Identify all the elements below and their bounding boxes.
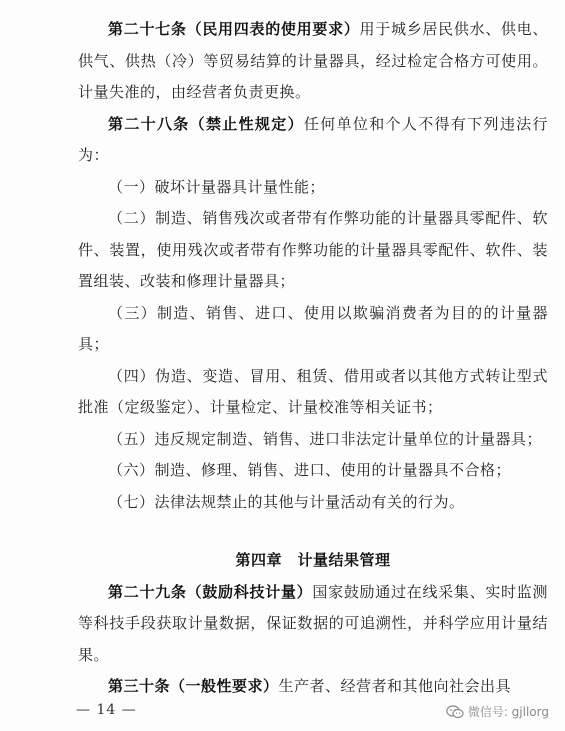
list-item: （五）违反规定制造、销售、进口非法定计量单位的计量器具； <box>108 429 543 448</box>
article-title: 第二十九条（鼓励科技计量） <box>108 582 313 601</box>
list-item: （四）伪造、变造、冒用、租赁、借用或者以其他方式转让型式批准（定级鉴定）、计量检定、计量校准等相关证书； <box>78 366 548 416</box>
watermark <box>446 703 549 720</box>
list-item: （六）制造、修理、销售、进口、使用的计量器具不合格； <box>108 461 512 479</box>
list-item: （二）制造、销售残次或者带有作弊功能的计量器具零配件、软件、装置，使用残次或者带有作弊功能的计量器具零配件、软件、装置组装、改装和修理计量器具； <box>78 209 548 290</box>
page-number: — 14 — <box>76 702 137 718</box>
document-body <box>78 14 548 703</box>
article-27 <box>78 14 548 109</box>
article-body: 任何单位和个人不得有下列违法行为： <box>78 114 548 164</box>
article-29 <box>78 577 548 672</box>
watermark-text: 微信号: gjllorg <box>467 705 549 719</box>
wechat-icon <box>446 705 464 719</box>
article-body: 用于城乡居民供水、供电、供气、供热（冷）等贸易结算的计量器具，经过检定合格方可使用。计量失准的，由经营者负责更换。 <box>78 20 548 101</box>
article-body: 生产者、经营者和其他向社会出具 <box>278 677 512 695</box>
article-title: 第二十七条（民用四表的使用要求） <box>108 20 360 38</box>
chapter-heading: 第四章 计量结果管理 <box>235 551 391 569</box>
list-item: （三）制造、销售、进口、使用以欺骗消费者为目的的计量器具； <box>78 303 548 353</box>
article-title: 第三十条（一般性要求） <box>108 677 279 695</box>
article-title: 第二十八条（禁止性规定） <box>108 114 304 133</box>
list-item: （一）破坏计量器具计量性能； <box>108 177 326 196</box>
article-body: 国家鼓励通过在线采集、实时监测等科技手段获取计量数据，保证数据的可追溯性，并科学应用计量结果。 <box>78 582 548 664</box>
list-item: （七）法律法规禁止的其他与计量活动有关的行为。 <box>108 492 465 511</box>
article-30 <box>78 671 548 703</box>
article-28 <box>78 109 548 172</box>
